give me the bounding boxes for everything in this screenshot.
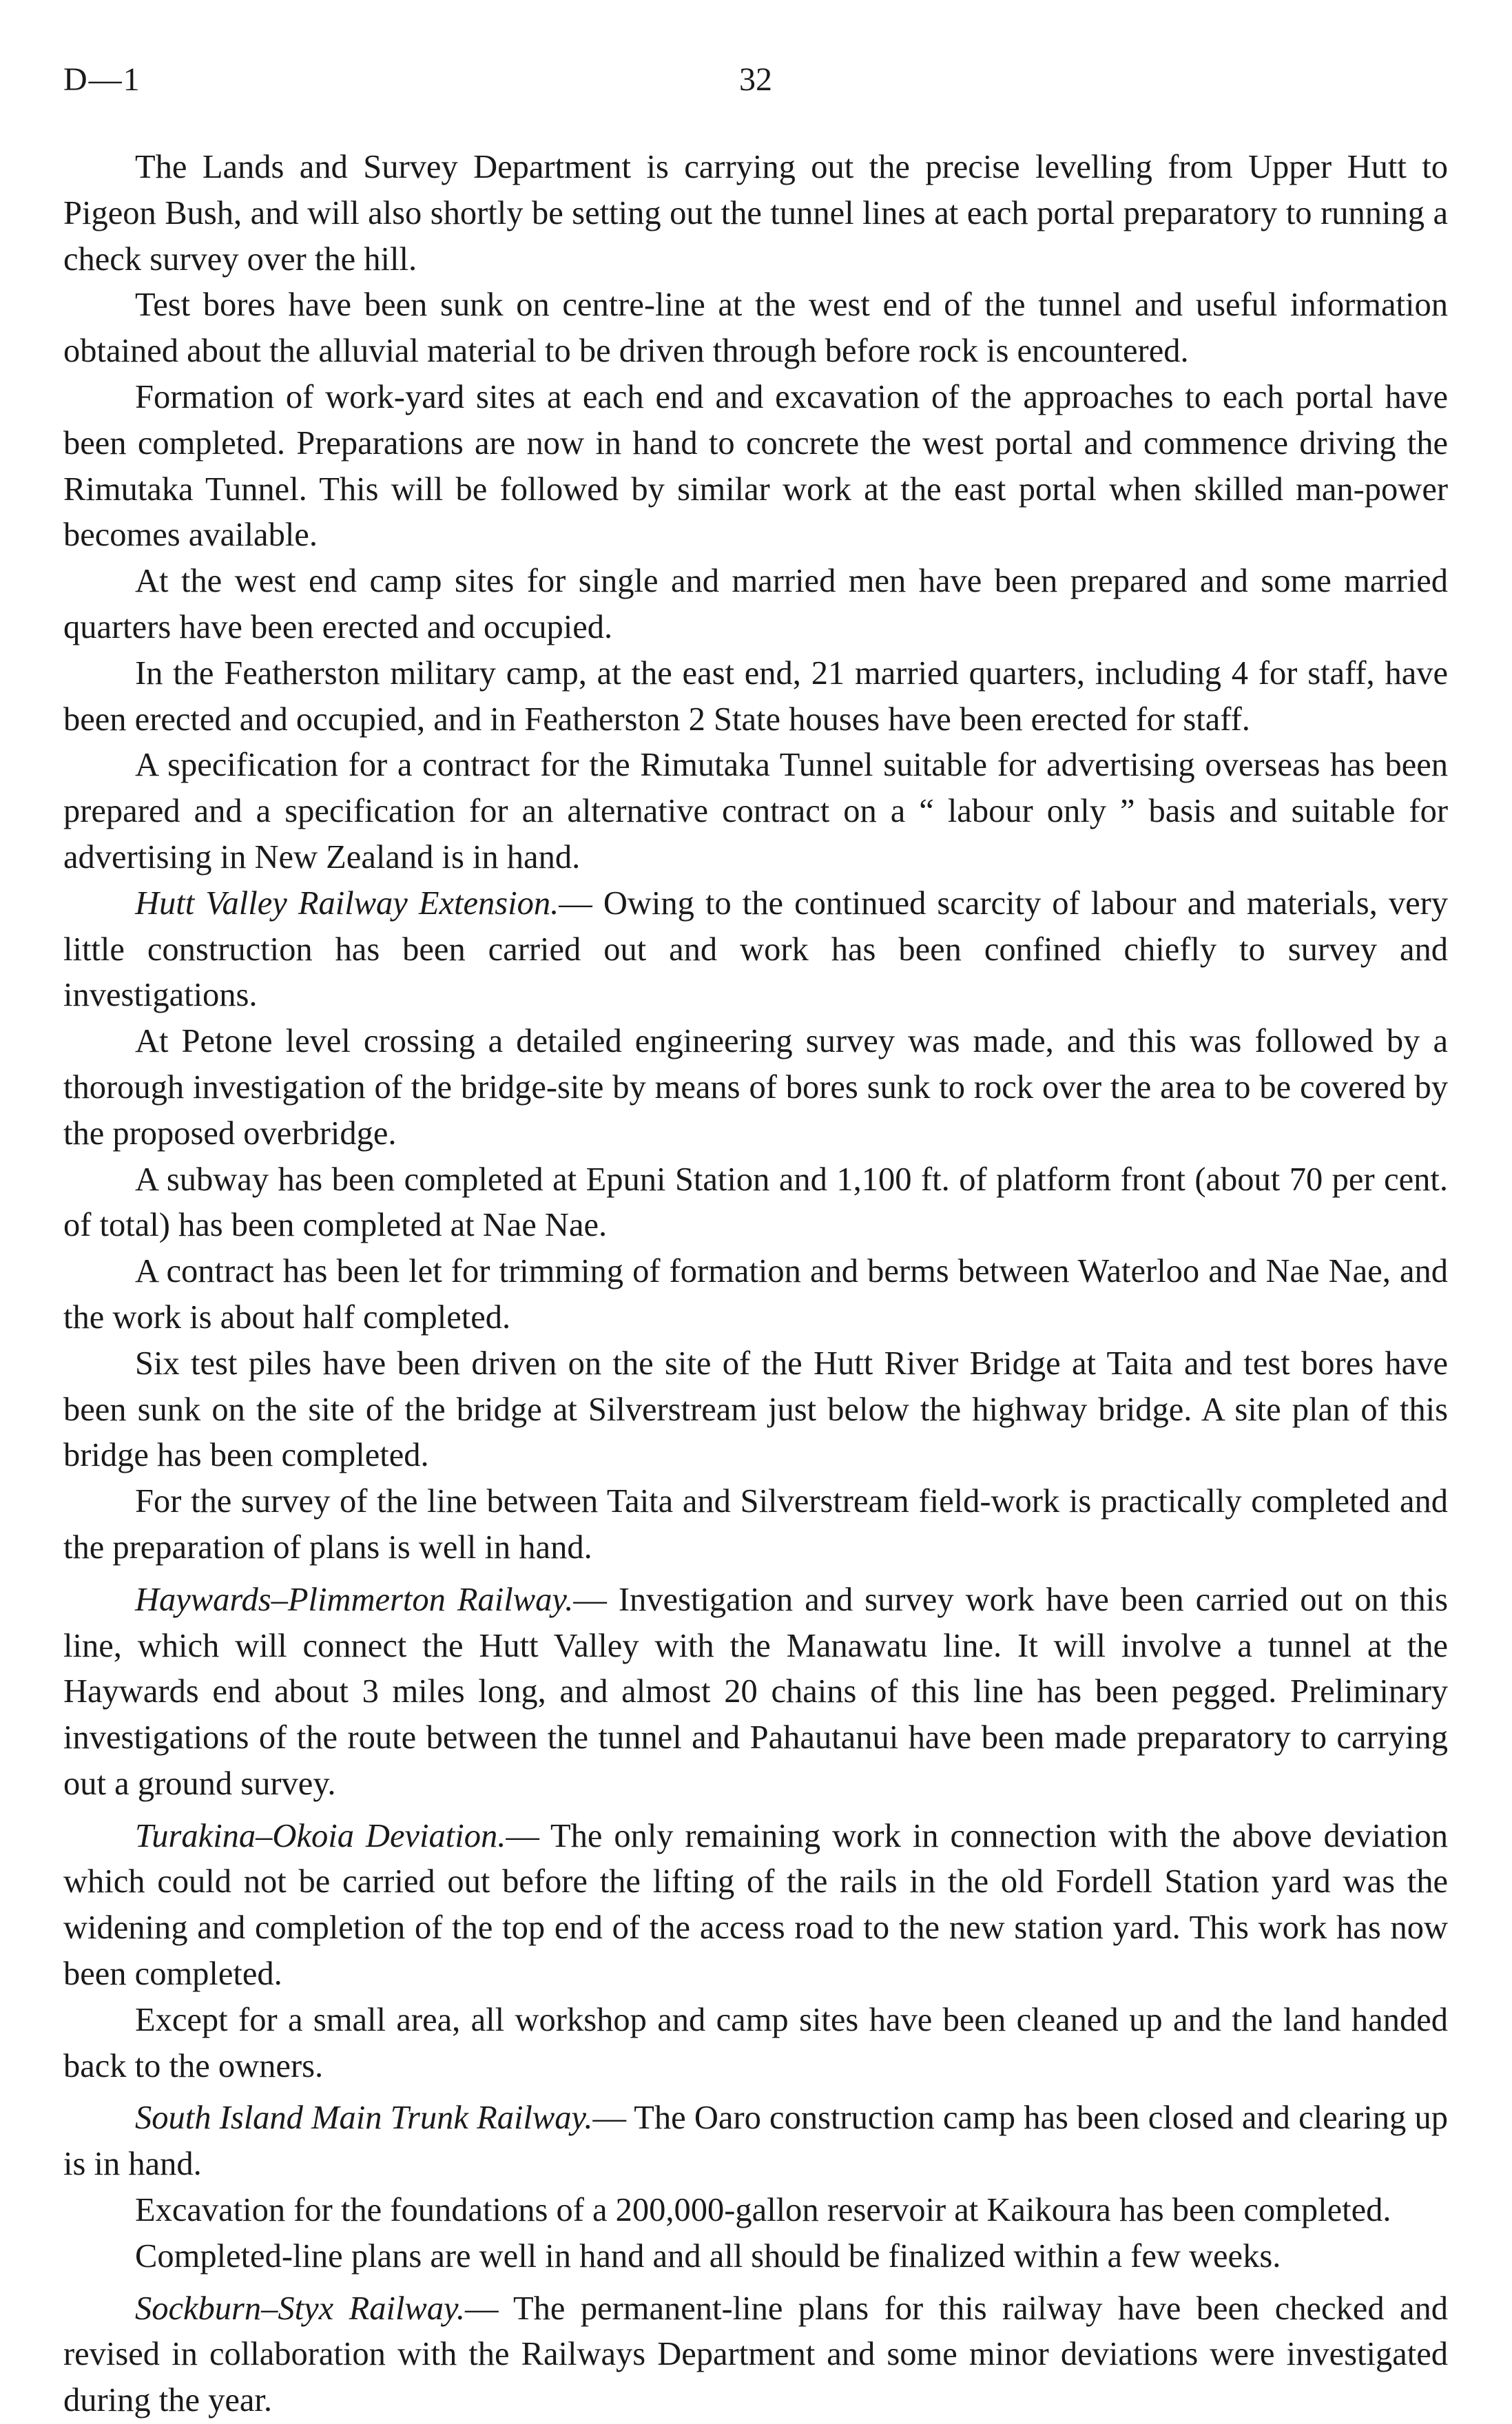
paragraph	[63, 2188, 1448, 2234]
document-page	[63, 61, 1449, 2419]
paragraph-text: — Investigation and survey work have been carried out on this line, which will connect the Hutt Valley with the Manawatu line. It will involve a tunnel at the Haywards end about 3 miles long, and almost 20 chains of this line has been pegged. Preliminary investigations of the route between the tunnel and Pahautanui have been made preparatory to carrying out a ground survey.	[63, 1581, 1448, 1802]
paragraph	[63, 1249, 1448, 1341]
paragraph-text: A subway has been completed at Epuni Station and 1,100 ft. of platform front (about 70 per cent. of total) has been completed at Nae Nae.	[63, 1161, 1448, 1244]
paragraph	[63, 2234, 1448, 2280]
paragraph-text: A contract has been let for trimming of formation and berms between Waterloo and Nae Nae, and the work is about half completed.	[63, 1253, 1448, 1336]
page-number: 32	[739, 61, 772, 98]
paragraph-text: — Owing to the continued scarcity of labour and materials, very little construction has been carried out and work has been confined chiefly to survey and investigations.	[63, 884, 1448, 1014]
paragraph	[63, 2095, 1448, 2188]
paragraph-text: Formation of work-yard sites at each end and excavation of the approaches to each portal have been completed. Preparations are now in hand to concrete the west portal and commence driving the Rimutaka Tunnel. This will be followed by similar work at the east portal when skilled man-power becomes available.	[63, 378, 1448, 554]
paragraph-text: A specification for a contract for the Rimutaka Tunnel suitable for advertising overseas has been prepared and a specification for an alternative contract on a “ labour only ” basis and suitable for advertising in New Zealand is in hand.	[63, 747, 1448, 876]
paragraph-text: The Lands and Survey Department is carrying out the precise levelling from Upper Hutt to Pigeon Bush, and will also shortly be setting out the tunnel lines at each portal preparatory to running a check survey over the hill.	[63, 149, 1448, 278]
paragraph	[63, 1814, 1448, 1998]
paragraph	[63, 282, 1448, 375]
paragraph	[63, 881, 1448, 1019]
paragraph	[63, 375, 1448, 559]
paragraph	[63, 1998, 1448, 2090]
paragraph	[63, 559, 1448, 651]
paragraph	[63, 1479, 1448, 1571]
paragraph	[63, 1577, 1448, 1807]
section-heading: Hutt Valley Railway Extension.	[135, 884, 559, 922]
paragraph-text: Test bores have been sunk on centre-line at the west end of the tunnel and useful information obtained about the alluvial material to be driven through before rock is encountered.	[63, 287, 1448, 370]
paragraph	[63, 145, 1448, 282]
paragraph	[63, 1341, 1448, 1479]
section-heading: Sockburn–Styx Railway.	[135, 2290, 466, 2327]
paragraph-text: At the west end camp sites for single and married men have been prepared and some married quarters have been erected and occupied.	[63, 563, 1448, 645]
section-heading: South Island Main Trunk Railway.	[135, 2100, 593, 2137]
paragraph	[63, 1157, 1448, 1250]
paragraph-text: Six test piles have been driven on the site of the Hutt River Bridge at Taita and test bores have been sunk on the site of the bridge at Silverstream just below the highway bridge. A site plan of this bridge has been completed.	[63, 1345, 1448, 1474]
document-reference: D—1	[63, 61, 141, 98]
paragraph	[63, 1019, 1448, 1157]
body-text	[63, 145, 1448, 2424]
paragraph-text: At Petone level crossing a detailed engineering survey was made, and this was followed by a thorough investigation of the bridge-site by means of bores sunk to rock over the area to be covered by the proposed overbridge.	[63, 1023, 1448, 1152]
paragraph	[63, 743, 1448, 880]
section-heading: Haywards–Plimmerton Railway.	[135, 1581, 574, 1618]
paragraph-text: — The Oaro construction camp has been closed and clearing up is in hand.	[63, 2100, 1448, 2183]
paragraph-text: — The permanent-line plans for this railway have been checked and revised in collaboration with the Railways Department and some minor deviations were investigated during the year.	[63, 2290, 1448, 2419]
paragraph-text: — The only remaining work in connection with the above deviation which could not be carried out before the lifting of the rails in the old Fordell Station yard was the widening and completion of the top end of the access road to the new station yard. This work has now been completed.	[63, 1817, 1449, 1993]
section-heading: Turakina–Okoia Deviation.	[135, 1817, 506, 1854]
paragraph	[63, 651, 1448, 743]
paragraph-text: Completed-line plans are well in hand and all should be finalized within a few weeks.	[135, 2237, 1281, 2275]
paragraph-text: Except for a small area, all workshop and camp sites have been cleaned up and the land handed back to the owners.	[63, 2001, 1448, 2084]
paragraph-text: In the Featherston military camp, at the east end, 21 married quarters, including 4 for staff, have been erected and occupied, and in Featherston 2 State houses have been erected for staff.	[63, 654, 1448, 738]
paragraph-text: For the survey of the line between Taita and Silverstream field-work is practically completed and the preparation of plans is well in hand.	[63, 1483, 1448, 1566]
paragraph	[63, 2286, 1448, 2424]
paragraph-text: Excavation for the foundations of a 200,000-gallon reservoir at Kaikoura has been completed.	[135, 2192, 1391, 2229]
page-header	[63, 61, 1448, 124]
